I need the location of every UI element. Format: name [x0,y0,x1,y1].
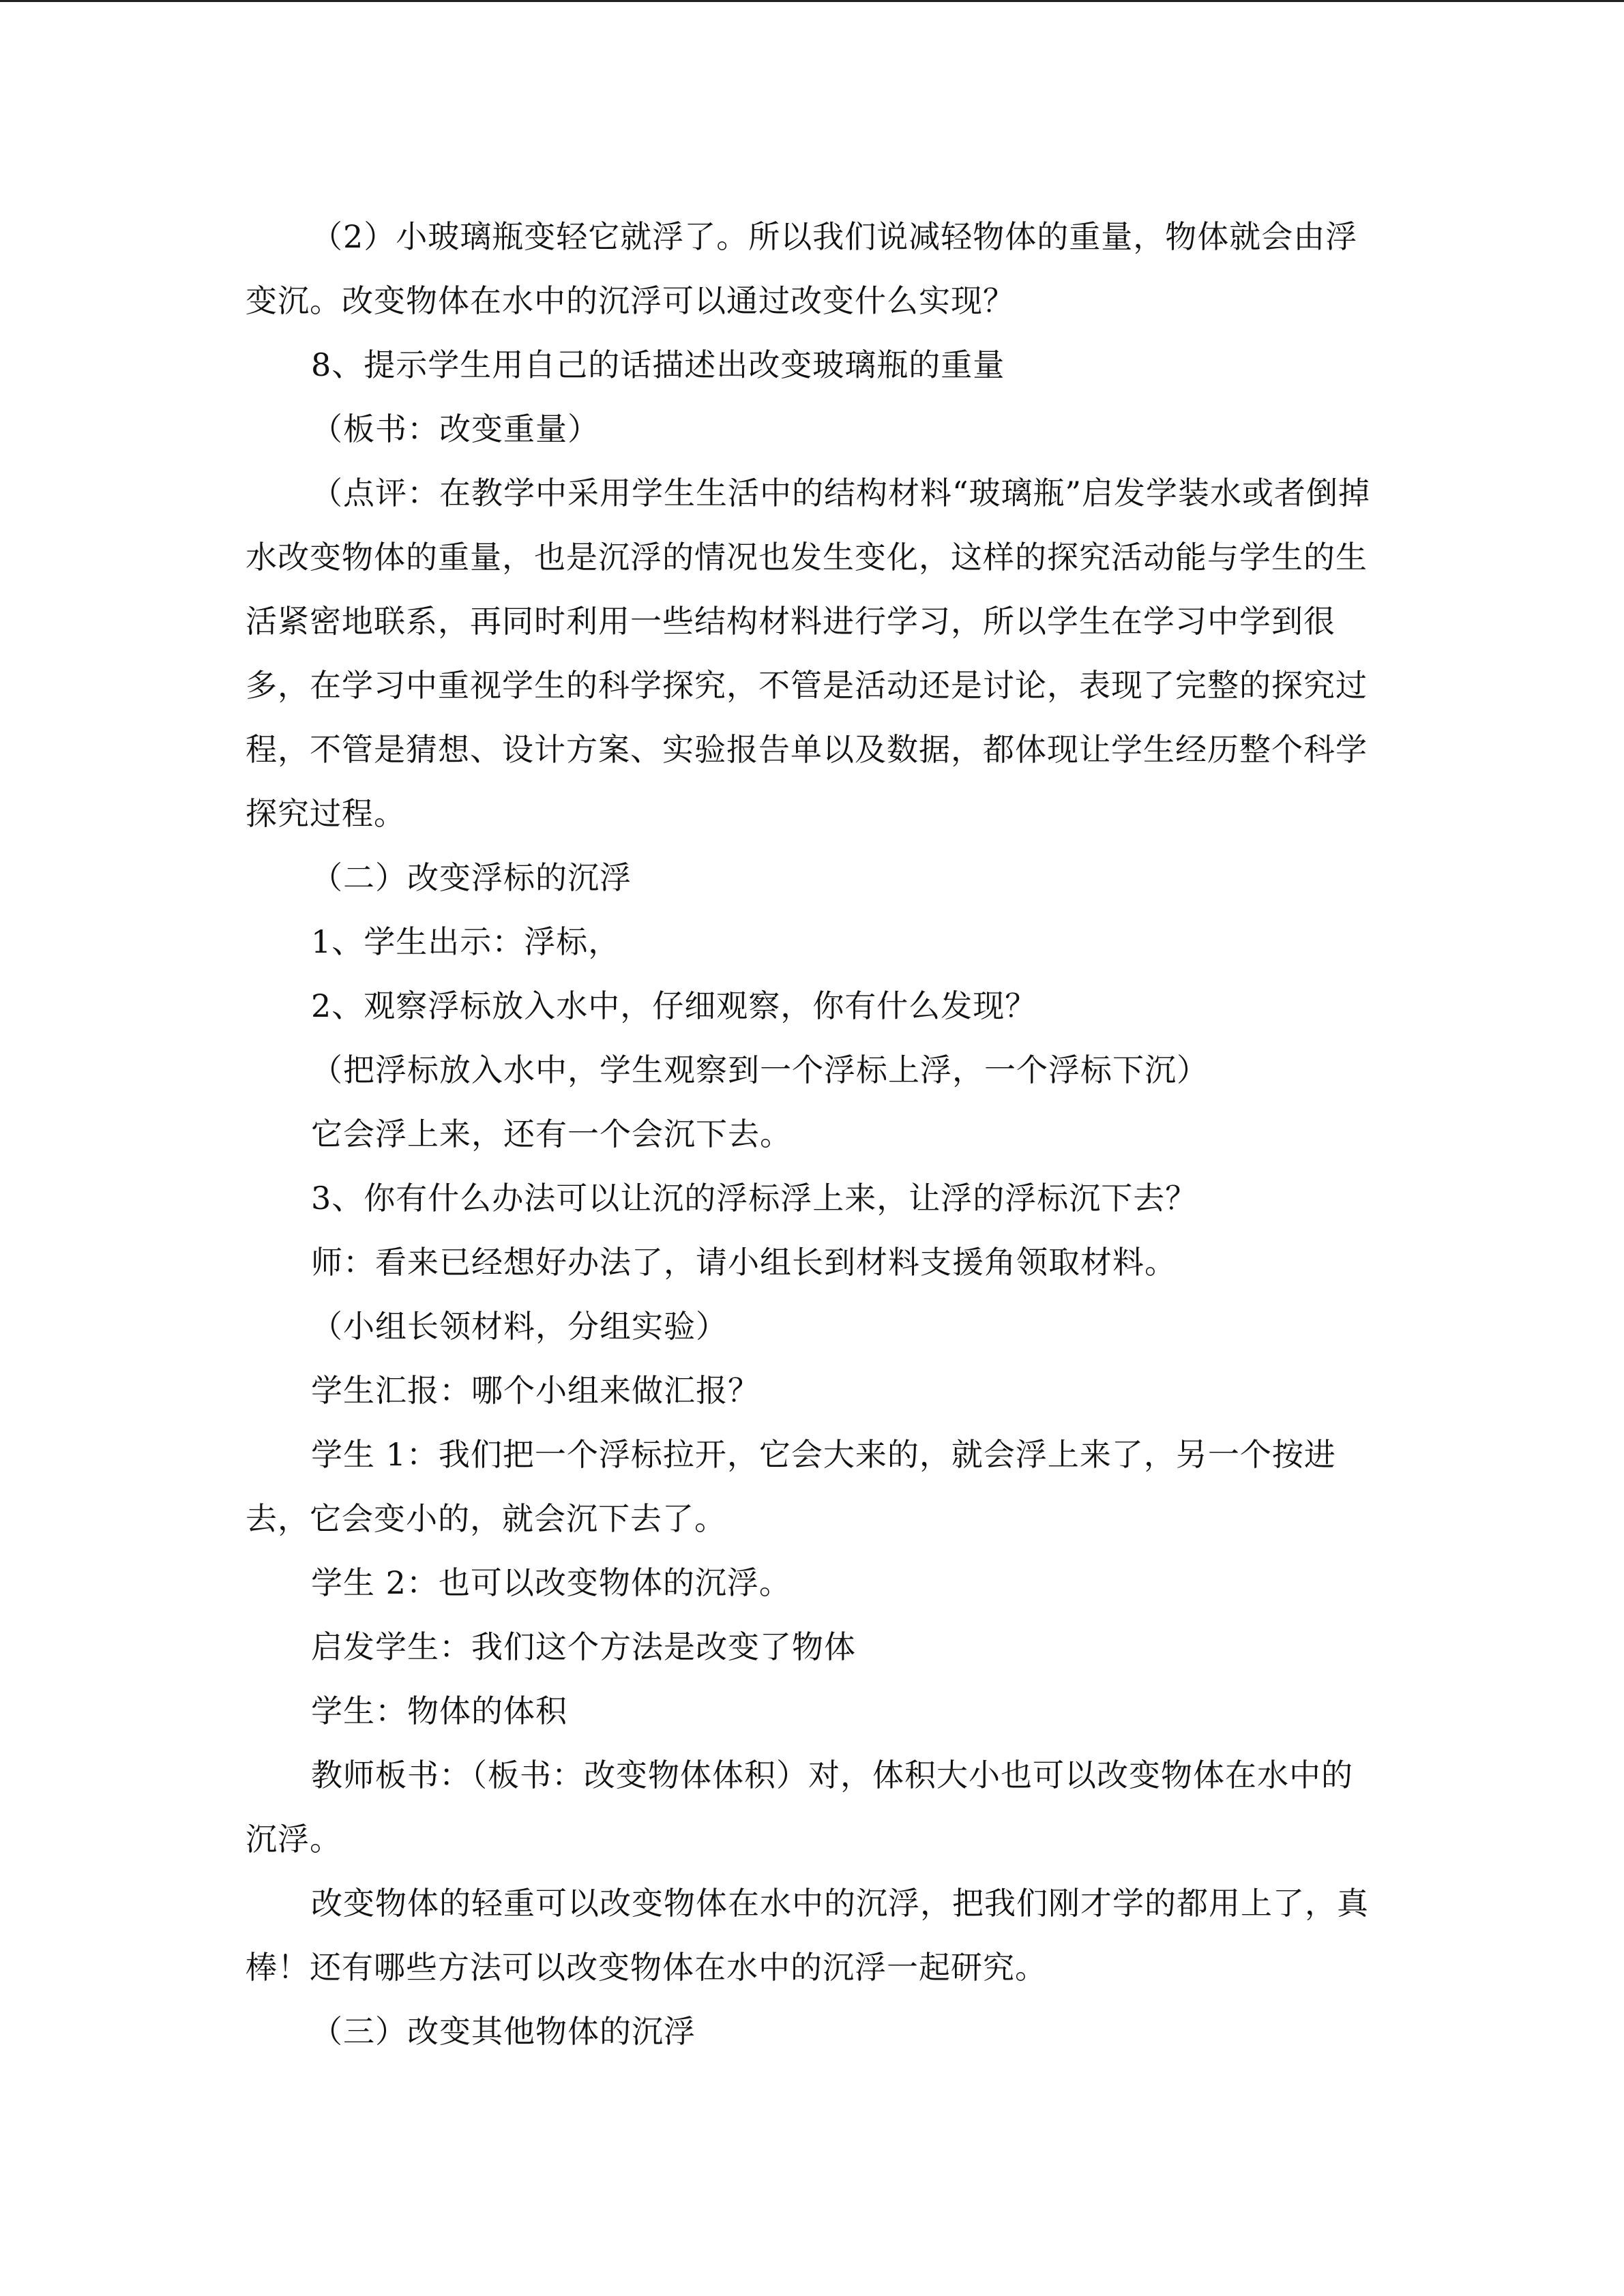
paragraph-student-1: 学生 1：我们把一个浮标拉开，它会大来的，就会浮上来了，另一个按进去，它会变小的，就会沉下去了。 [246,1436,1336,1537]
paragraph-result: 它会浮上来，还有一个会沉下去。 [311,1116,792,1152]
paragraph-student-volume: 学生：物体的体积 [311,1693,567,1729]
document-page [246,205,1378,2063]
paragraph-group-experiment: （小组长领材料，分组实验） [311,1308,728,1345]
paragraph-step-3: 3、你有什么办法可以让沉的浮标浮上来，让浮的浮标沉下去？ [311,1180,1198,1217]
paragraph-reduce-weight: （2）小玻璃瓶变轻它就浮了。所以我们说减轻物体的重量，物体就会由浮变沉。改变物体在水中的沉浮可以通过改变什么实现？ [246,218,1358,319]
paragraph-step-8: 8、提示学生用自己的话描述出改变玻璃瓶的重量 [311,346,1005,383]
paragraph-board-change-volume: 教师板书：（板书：改变物体体积）对，体积大小也可以改变物体在水中的沉浮。 [246,1757,1353,1858]
paragraph-step-2: 2、观察浮标放入水中，仔细观察，你有什么发现？ [311,987,1037,1024]
paragraph-commentary: （点评：在教学中采用学生生活中的结构材料“玻璃瓶”启发学装水或者倒掉水改变物体的重量，也是沉浮的情况也发生变化，这样的探究活动能与学生的生活紧密地联系，再同时利用一些结构材料进行学习，所以学生在学习中学到很多，在学习中重视学生的科学探究，不管是活动还是讨论，表现了完整的探究过程，不管是猜想、设计方案、实验报告单以及数据，都体现让学生经历整个科学探究过程。 [246,475,1371,832]
paragraph-student-2: 学生 2：也可以改变物体的沉浮。 [311,1564,791,1601]
page-top-border [0,0,1624,2]
paragraph-student-report: 学生汇报：哪个小组来做汇报？ [311,1372,760,1409]
paragraph-board-change-weight: （板书：改变重量） [311,411,600,447]
paragraph-observation: （把浮标放入水中，学生观察到一个浮标上浮，一个浮标下沉） [311,1052,1209,1088]
section-heading-float-buoy: （二）改变浮标的沉浮 [311,859,632,896]
paragraph-prompt-students: 启发学生：我们这个方法是改变了物体 [311,1628,856,1665]
paragraph-step-1: 1、学生出示：浮标， [311,923,621,960]
paragraph-teacher-instruction: 师：看来已经想好办法了，请小组长到材料支援角领取材料。 [311,1244,1177,1281]
paragraph-summary: 改变物体的轻重可以改变物体在水中的沉浮，把我们刚才学的都用上了，真棒！还有哪些方法可以改变物体在水中的沉浮一起研究。 [246,1885,1369,1986]
section-heading-other-objects: （三）改变其他物体的沉浮 [311,2013,696,2050]
